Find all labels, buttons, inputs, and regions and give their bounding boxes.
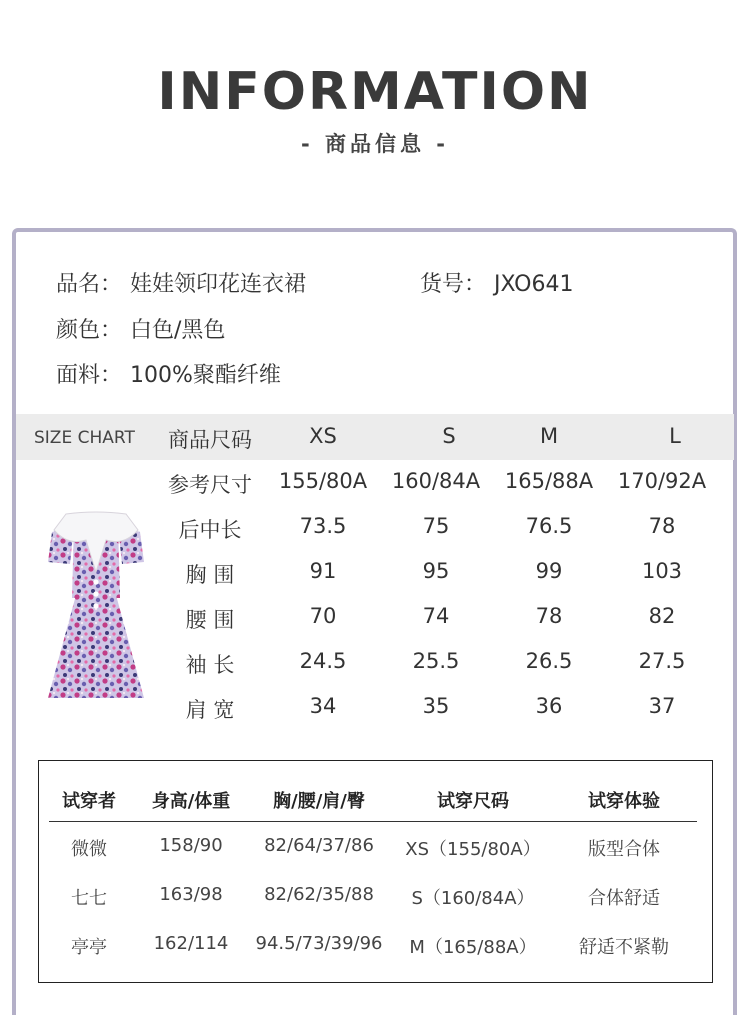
trial-cell: 82/64/37/86 <box>264 835 374 856</box>
size-cell: 25.5 <box>412 649 460 673</box>
trial-header-cell: 试穿尺码 <box>437 791 509 812</box>
trial-table <box>38 760 713 983</box>
trial-header-cell: 试穿者 <box>62 791 116 812</box>
size-row-label: 参考尺寸 <box>168 473 252 497</box>
size-header-s: S <box>442 424 456 448</box>
trial-cell: 微微 <box>71 839 107 860</box>
product-fabric-value: 100%聚酯纤维 <box>130 363 281 388</box>
size-cell: 73.5 <box>299 514 347 538</box>
size-cell: 160/84A <box>391 469 481 493</box>
size-chart-header-label: 商品尺码 <box>168 428 252 452</box>
trial-header-cell: 试穿体验 <box>588 791 660 812</box>
size-cell: 95 <box>422 559 450 583</box>
trial-cell: XS（155/80A） <box>405 839 541 860</box>
dress-image <box>46 510 146 702</box>
size-cell: 36 <box>535 694 563 718</box>
size-cell: 37 <box>648 694 676 718</box>
size-cell: 78 <box>535 604 563 628</box>
product-name-value: 娃娃领印花连衣裙 <box>130 272 307 297</box>
trial-cell: 亭亭 <box>71 937 107 958</box>
product-name-row <box>56 267 306 298</box>
size-row-label: 胸 围 <box>185 563 235 587</box>
product-fabric-row <box>56 358 281 389</box>
size-row-label: 袖 长 <box>185 653 235 677</box>
trial-header-cell: 身高/体重 <box>151 791 231 812</box>
product-name-label: 品名： <box>56 272 123 297</box>
product-fabric-label: 面料： <box>56 363 123 388</box>
size-cell: 155/80A <box>278 469 368 493</box>
trial-cell: 七七 <box>71 888 107 909</box>
size-cell: 34 <box>309 694 337 718</box>
size-cell: 75 <box>422 514 450 538</box>
size-row-label: 肩 宽 <box>185 698 235 722</box>
trial-cell: 版型合体 <box>588 839 660 860</box>
size-header-l: L <box>669 424 681 448</box>
trial-cell: M（165/88A） <box>409 937 537 958</box>
product-code-label: 货号： <box>420 272 487 297</box>
size-cell: 165/88A <box>504 469 594 493</box>
page-subtitle: - 商品信息 - <box>300 132 450 156</box>
size-cell: 82 <box>648 604 676 628</box>
size-cell: 103 <box>641 559 683 583</box>
size-cell: 78 <box>648 514 676 538</box>
size-cell: 91 <box>309 559 337 583</box>
size-cell: 24.5 <box>299 649 347 673</box>
trial-cell: 158/90 <box>159 835 223 856</box>
size-cell: 76.5 <box>525 514 573 538</box>
product-code-value: JXO641 <box>494 272 574 297</box>
size-header-m: M <box>539 424 559 448</box>
product-color-value: 白色/黑色 <box>130 318 226 343</box>
size-cell: 70 <box>309 604 337 628</box>
product-code-row <box>420 267 573 298</box>
trial-cell: 162/114 <box>153 933 229 954</box>
trial-cell: 163/98 <box>159 884 223 905</box>
size-chart-label: SIZE CHART <box>34 428 135 448</box>
page-title: INFORMATION <box>157 62 593 122</box>
product-color-label: 颜色： <box>56 318 123 343</box>
trial-cell: 82/62/35/88 <box>264 884 374 905</box>
size-cell: 35 <box>422 694 450 718</box>
trial-divider <box>49 821 697 822</box>
size-row-label: 后中长 <box>178 518 242 542</box>
trial-cell: 合体舒适 <box>588 888 660 909</box>
product-color-row <box>56 313 225 344</box>
size-row-label: 腰 围 <box>185 608 235 632</box>
trial-cell: 94.5/73/39/96 <box>255 933 383 954</box>
size-cell: 74 <box>422 604 450 628</box>
size-cell: 26.5 <box>525 649 573 673</box>
size-cell: 99 <box>535 559 563 583</box>
trial-cell: 舒适不紧勒 <box>579 937 669 958</box>
trial-cell: S（160/84A） <box>411 888 535 909</box>
trial-header-cell: 胸/腰/肩/臀 <box>273 791 365 812</box>
size-header-xs: XS <box>309 424 337 448</box>
size-cell: 170/92A <box>617 469 707 493</box>
size-cell: 27.5 <box>638 649 686 673</box>
